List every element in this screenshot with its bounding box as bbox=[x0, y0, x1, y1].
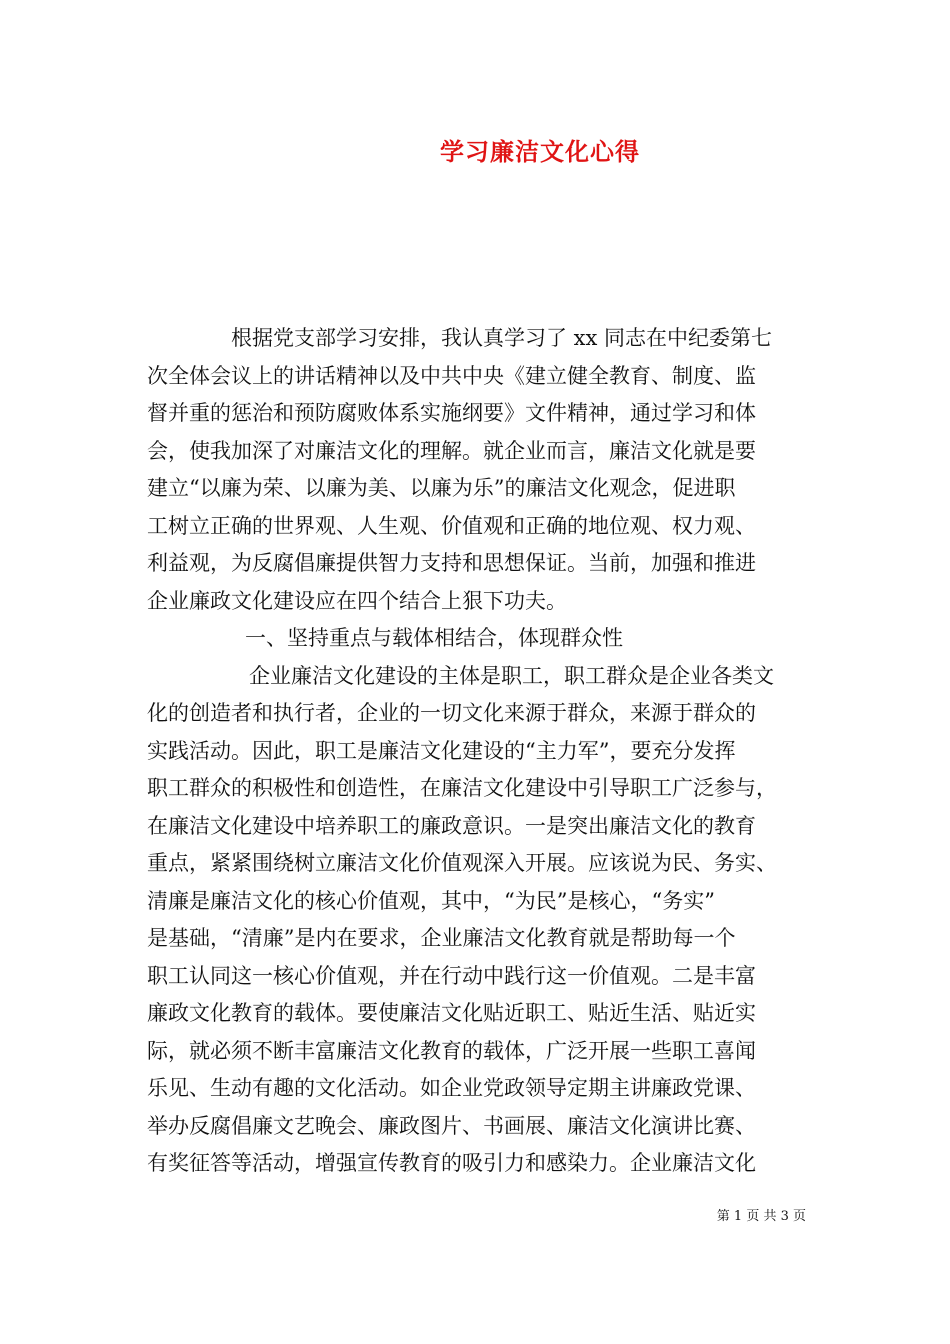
paragraph-line: 重点，紧紧围绕树立廉洁文化价值观深入开展。应该说为民、务实、 bbox=[147, 851, 777, 875]
paragraph-line: 次全体会议上的讲话精神以及中共中央《建立健全教育、制度、监 bbox=[147, 363, 756, 388]
paragraph-line: 廉政文化教育的载体。要使廉洁文化贴近职工、贴近生活、贴近实 bbox=[147, 1001, 756, 1025]
paragraph-line: 乐见、生动有趣的文化活动。如企业党政领导定期主讲廉政党课、 bbox=[147, 1076, 756, 1100]
document-body bbox=[147, 320, 807, 1183]
paragraph-line: 清廉是廉洁文化的核心价值观，其中，“为民”是核心，“务实” bbox=[147, 888, 715, 913]
paragraph-line: 企业廉洁文化建设的主体是职工，职工群众是企业各类文 bbox=[249, 663, 774, 688]
paragraph-line: 企业廉政文化建设应在四个结合上狠下功夫。 bbox=[147, 588, 567, 613]
paragraph-line: 职工认同这一核心价值观，并在行动中践行这一价值观。二是丰富 bbox=[147, 963, 756, 988]
page-title: 学习廉洁文化心得 bbox=[440, 138, 640, 166]
paragraph-line: 有奖征答等活动，增强宣传教育的吸引力和感染力。企业廉洁文化 bbox=[147, 1151, 756, 1175]
paragraph-line: 际，就必须不断丰富廉洁文化教育的载体，广泛开展一些职工喜闻 bbox=[147, 1038, 756, 1063]
paragraph-line: 实践活动。因此，职工是廉洁文化建设的“主力军”，要充分发挥 bbox=[147, 738, 736, 763]
paragraph-line: 在廉洁文化建设中培养职工的廉政意识。一是突出廉洁文化的教育 bbox=[147, 813, 756, 838]
paragraph-line: 建立“以廉为荣、以廉为美、以廉为乐”的廉洁文化观念，促进职 bbox=[147, 476, 736, 500]
page-number: 第 1 页 共 3 页 bbox=[716, 1209, 806, 1224]
paragraph-line: 工树立正确的世界观、人生观、价值观和正确的地位观、权力观、 bbox=[147, 513, 756, 538]
paragraph-line: 职工群众的积极性和创造性，在廉洁文化建设中引导职工广泛参与， bbox=[147, 776, 777, 800]
paragraph-line: 是基础，“清廉”是内在要求，企业廉洁文化教育就是帮助每一个 bbox=[147, 926, 736, 950]
paragraph-line: 举办反腐倡廉文艺晚会、廉政图片、书画展、廉洁文化演讲比赛、 bbox=[147, 1113, 756, 1138]
section-heading: 一、坚持重点与载体相结合，体现群众性 bbox=[245, 626, 623, 650]
paragraph-line: 督并重的惩治和预防腐败体系实施纲要》文件精神，通过学习和体 bbox=[147, 401, 756, 425]
paragraph-line: 会，使我加深了对廉洁文化的理解。就企业而言，廉洁文化就是要 bbox=[147, 438, 756, 463]
paragraph-line: 利益观，为反腐倡廉提供智力支持和思想保证。当前，加强和推进 bbox=[147, 551, 756, 575]
paragraph-line: 化的创造者和执行者，企业的一切文化来源于群众，来源于群众的 bbox=[147, 701, 756, 725]
paragraph-line: 根据党支部学习安排，我认真学习了 xx 同志在中纪委第七 bbox=[231, 326, 773, 350]
